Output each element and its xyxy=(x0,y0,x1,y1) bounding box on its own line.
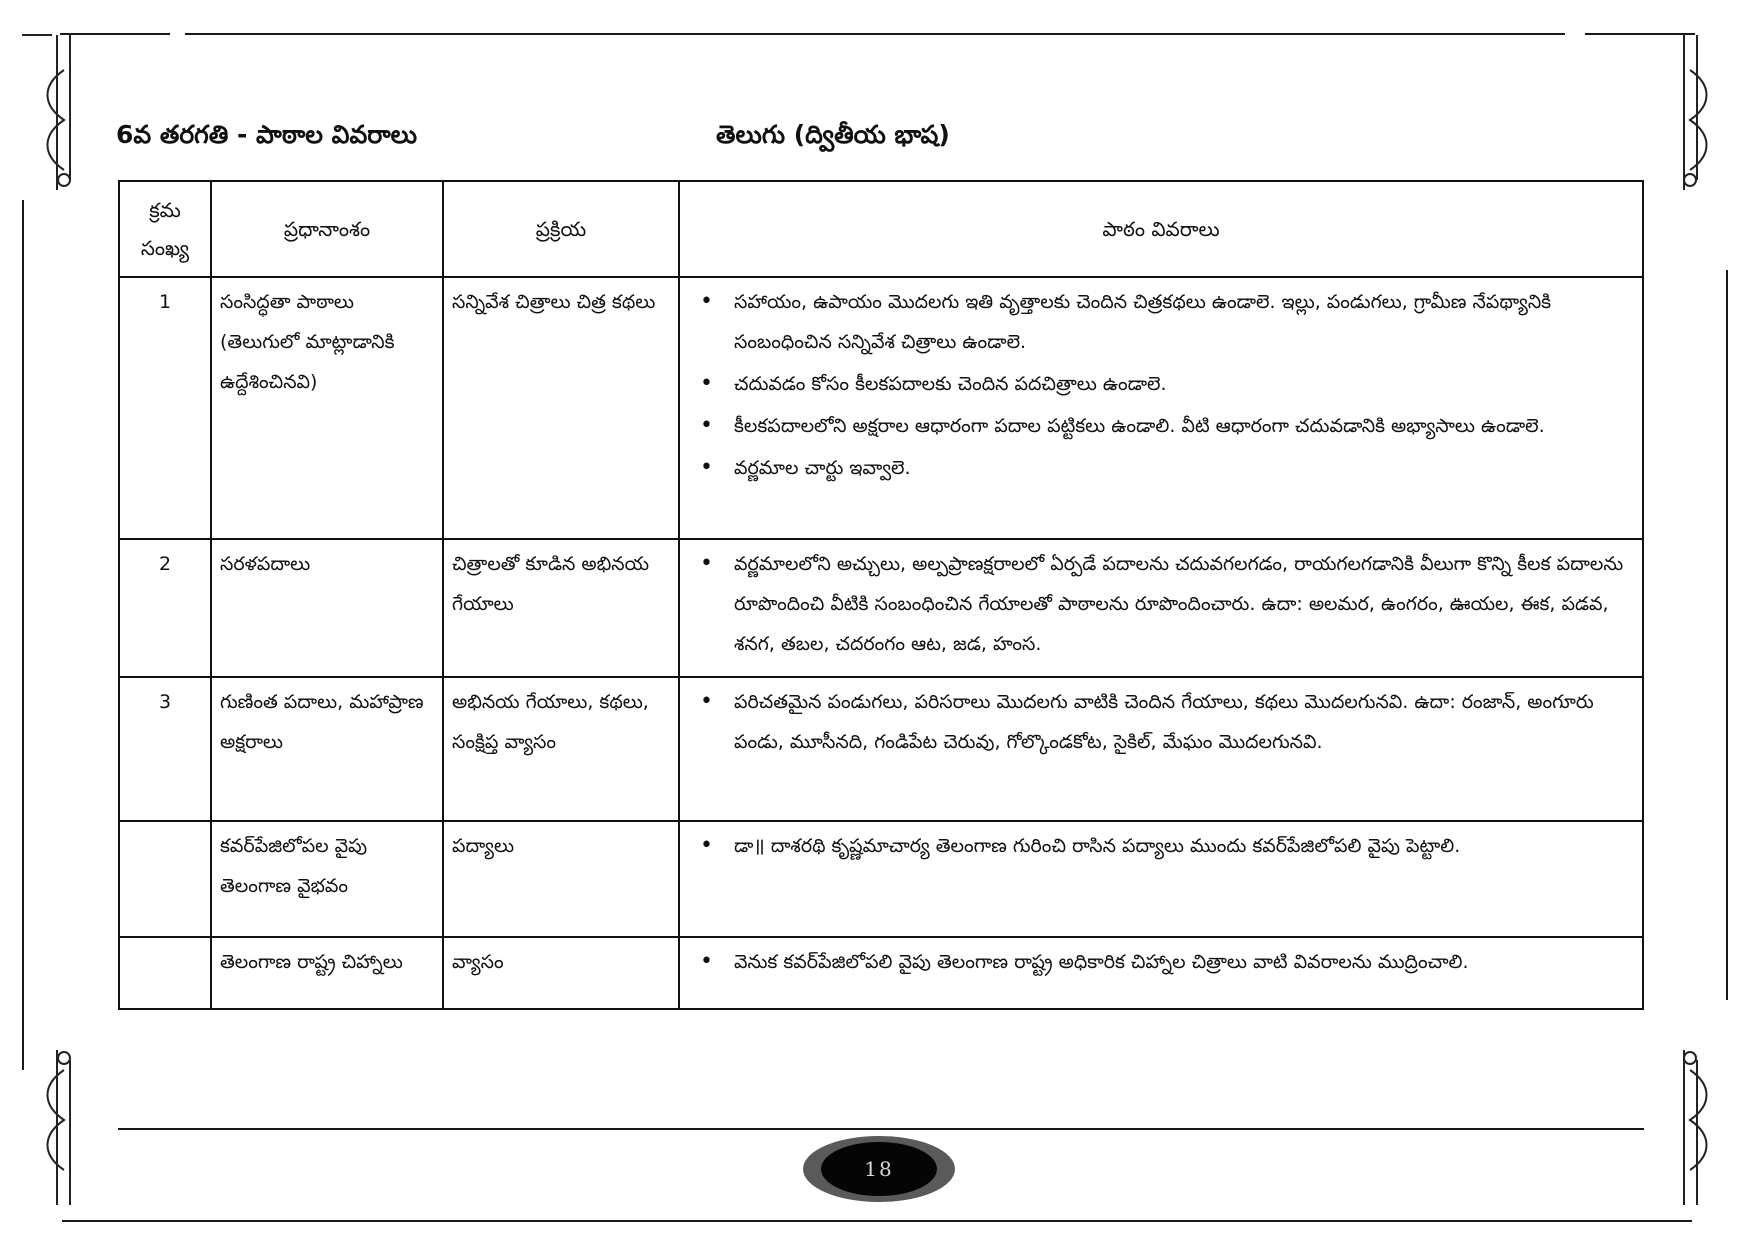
topic-cell: సంసిద్ధతా పాఠాలు (తెలుగులో మాట్లాడానికి ఉద్దేశించినవి) xyxy=(211,277,443,539)
details-list xyxy=(688,544,1634,664)
process-cell: అభినయ గేయాలు, కథలు, సంక్షిప్త వ్యాసం xyxy=(443,677,679,821)
header-details: పాఠం వివరాలు xyxy=(679,181,1643,277)
list-item: • పరిచతమైన పండుగలు, పరిసరాలు మొదలగు వాటికి చెందిన గేయాలు, కథలు మొదలగునవి. ఉదా: రంజాన్, అంగూరు పండు, మూసీనది, గండిపేట చెరువు, గోల్కొండకోట, సైకిల్, మేఘం మొదలగునవి. xyxy=(734,682,1628,762)
table-row xyxy=(119,937,1643,1009)
topic-cell: గుణింత పదాలు, మహాప్రాణ అక్షరాలు xyxy=(211,677,443,821)
left-border-line xyxy=(22,200,24,1070)
table-header-row xyxy=(119,181,1643,277)
process-cell: వ్యాసం xyxy=(443,937,679,1009)
footer-divider xyxy=(118,1128,1644,1130)
page-number-badge xyxy=(803,1136,955,1202)
header-serial-number xyxy=(119,181,211,277)
list-item: • వర్ణమాల చార్టు ఇవ్వాలె. xyxy=(734,448,1628,488)
details-cell xyxy=(679,821,1643,937)
details-list xyxy=(688,826,1634,866)
corner-ornament-bottom-right xyxy=(1662,1040,1742,1210)
serial-number-cell xyxy=(119,937,211,1009)
list-item: • డా॥ దాశరథి కృష్ణమాచార్య తెలంగాణ గురించి రాసిన పద్యాలు ముందు కవర్‌పేజిలోపలి వైపు పెట్టాలి. xyxy=(734,826,1628,866)
ornament-icon xyxy=(1662,1040,1742,1210)
header-topic: ప్రధానాంశం xyxy=(211,181,443,277)
table-row xyxy=(119,277,1643,539)
details-list xyxy=(688,682,1634,762)
page-header xyxy=(116,120,1644,164)
table-row xyxy=(119,539,1643,677)
top-border-line xyxy=(185,33,1565,35)
details-cell xyxy=(679,277,1643,539)
list-item: • సహాయం, ఉపాయం మొదలగు ఇతి వృత్తాలకు చెందిన చిత్రకథలు ఉండాలె. ఇల్లు, పండుగలు, గ్రామీణ నేపథ్యానికి సంబంధించిన సన్నివేశ చిత్రాలు ఉండాలె. xyxy=(734,282,1628,362)
corner-ornament-bottom-left xyxy=(12,1040,92,1210)
process-cell: సన్నివేశ చిత్రాలు చిత్ర కథలు xyxy=(443,277,679,539)
page-number: 18 xyxy=(821,1142,937,1196)
class-lessons-title: 6వ తరగతి - పాఠాల వివరాలు xyxy=(116,120,418,149)
subject-title: తెలుగు (ద్వితీయ భాష) xyxy=(716,120,950,149)
table-row xyxy=(119,821,1643,937)
serial-number-cell xyxy=(119,821,211,937)
list-item: • వెనుక కవర్‌పేజిలోపలి వైపు తెలంగాణ రాష్ట్ర అధికారిక చిహ్నాల చిత్రాలు వాటి వివరాలను ముద్రించాలి. xyxy=(734,942,1628,982)
ornament-icon xyxy=(12,30,92,200)
ornament-icon xyxy=(12,1040,92,1210)
ornament-icon xyxy=(1662,30,1742,200)
right-border-line xyxy=(1726,270,1728,1000)
details-cell xyxy=(679,539,1643,677)
process-cell: చిత్రాలతో కూడిన అభినయ గేయాలు xyxy=(443,539,679,677)
table-row xyxy=(119,677,1643,821)
header-serial-line1: క్రమ xyxy=(149,198,181,222)
serial-number-cell: 2 xyxy=(119,539,211,677)
serial-number-cell: 3 xyxy=(119,677,211,821)
corner-ornament-top-right xyxy=(1662,30,1742,200)
header-serial-line2: సంఖ్య xyxy=(140,236,190,260)
topic-cell: కవర్‌పేజిలోపల వైపు తెలంగాణ వైభవం xyxy=(211,821,443,937)
serial-number-cell: 1 xyxy=(119,277,211,539)
bottom-border-line xyxy=(62,1220,1692,1222)
details-list xyxy=(688,942,1634,982)
lesson-details-table xyxy=(118,180,1644,1010)
topic-cell: తెలంగాణ రాష్ట్ర చిహ్నాలు xyxy=(211,937,443,1009)
corner-ornament-top-left xyxy=(12,30,92,200)
list-item: • కీలకపదాలలోని అక్షరాల ఆధారంగా పదాల పట్టికలు ఉండాలి. వీటి ఆధారంగా చదువడానికి అభ్యాసాలు ఉండాలె. xyxy=(734,406,1628,446)
topic-cell: సరళపదాలు xyxy=(211,539,443,677)
details-cell xyxy=(679,937,1643,1009)
details-cell xyxy=(679,677,1643,821)
details-list xyxy=(688,282,1634,488)
header-process: ప్రక్రియ xyxy=(443,181,679,277)
process-cell: పద్యాలు xyxy=(443,821,679,937)
list-item: • చదువడం కోసం కీలకపదాలకు చెందిన పదచిత్రాలు ఉండాలె. xyxy=(734,364,1628,404)
list-item: • వర్ణమాలలోని అచ్చులు, అల్పప్రాణక్షరాలలో ఏర్పడే పదాలను చదువగలగడం, రాయగలగడానికి వీలుగా కొన్ని కీలక పదాలను రూపొందించి వీటికి సంబంధించిన గేయాలతో పాఠాలను రూపొందించారు. ఉదా: అలమర, ఉంగరం, ఊయల, ఈక, పడవ, శనగ, తబల, చదరంగం ఆట, జడ, హంస. xyxy=(734,544,1628,664)
